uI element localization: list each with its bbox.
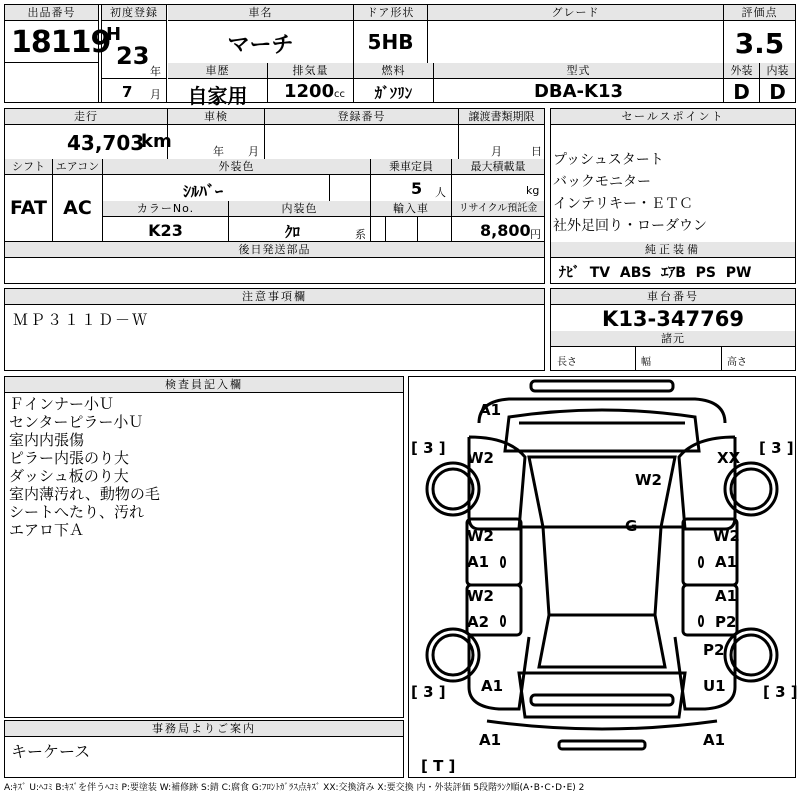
- transfer-month-unit: 月: [491, 145, 502, 158]
- era: H: [106, 24, 122, 45]
- capacity: 5: [411, 179, 423, 198]
- color-number-cell: [103, 201, 229, 241]
- month-unit: 月: [150, 88, 161, 101]
- sales-point-box: [550, 108, 796, 284]
- office-notice-box: [4, 720, 404, 778]
- max-load-unit: kg: [526, 184, 540, 197]
- damage-mark: P2: [703, 641, 725, 659]
- inspection-month-unit: 月: [248, 145, 259, 158]
- tire-tread-mark: [ 3 ]: [763, 683, 798, 701]
- inspector-note: Ｆインナー小Ｕ: [9, 395, 115, 413]
- inspector-notes-box: [4, 376, 404, 718]
- mileage-cell: [5, 109, 172, 159]
- model-code: DBA-K13: [533, 81, 624, 102]
- car-outline-diagram: [409, 377, 795, 777]
- exterior-color-cell: [103, 159, 371, 201]
- damage-legend: A:ｷｽﾞ U:ﾍｺﾐ B:ｷｽﾞを伴うﾍｺﾐ P:要塗装 W:補修跡 S:錆 C:腐食 G:ﾌﾛﾝﾄｶﾞﾗｽ点ｷｽﾞ XX:交換済み X:要交換 内・外装評価 5段階ﾗﾝｸ順(A･B･C･D･E) 2: [4, 783, 585, 793]
- inspection-label: 車検: [168, 109, 264, 125]
- inspector-notes-list: [9, 395, 160, 539]
- damage-mark: A1: [715, 587, 738, 605]
- damage-mark: A1: [479, 401, 502, 419]
- damage-mark: W2: [635, 471, 662, 489]
- transfer-deadline-cell: [459, 109, 544, 159]
- inspector-note: シートへたり、汚れ: [9, 503, 145, 521]
- score: 3.5: [734, 27, 785, 60]
- vehicle-summary-table: [4, 4, 796, 108]
- damage-mark: W2: [467, 587, 494, 605]
- grade-cell: [428, 5, 724, 63]
- later-parts-label: 後日発送部品: [5, 242, 544, 258]
- transfer-day-unit: 日: [531, 145, 542, 158]
- shift-label: シフト: [5, 159, 52, 175]
- spec-label: 諸元: [551, 331, 795, 347]
- inspector-note: ピラー内張のり大: [9, 449, 130, 467]
- ac-label: エアコン: [53, 159, 102, 175]
- chassis-number-label: 車台番号: [551, 289, 795, 305]
- score-label: 評価点: [724, 5, 795, 21]
- inspector-note: ダッシュ板のり大: [9, 467, 129, 485]
- capacity-label: 乗車定員: [371, 159, 451, 175]
- recycle-cell: [452, 201, 544, 241]
- length-label: 長さ: [557, 357, 577, 368]
- damage-mark: W2: [467, 449, 494, 467]
- sales-point-item: インテリキー・ＥＴＣ: [553, 196, 693, 212]
- exterior-color: ｼﾙﾊﾞｰ: [183, 182, 224, 201]
- sales-point-list: [553, 149, 707, 237]
- car-name: マーチ: [227, 33, 294, 58]
- inspection-cell: [168, 109, 265, 159]
- door-label: ドア形状: [354, 5, 427, 21]
- sales-point-label: セールスポイント: [551, 109, 795, 125]
- registration-year: 23: [116, 42, 150, 70]
- sales-point-item: プッシュスタート: [553, 152, 664, 168]
- office-notice-text: キーケース: [11, 742, 91, 761]
- damage-mark: A1: [467, 553, 490, 571]
- car-name-label: 車名: [168, 5, 353, 21]
- shift-cell: [5, 159, 53, 241]
- displacement-cell: [268, 63, 354, 102]
- exterior-grade: D: [733, 80, 750, 104]
- model-label: 型式: [434, 63, 723, 79]
- registration-number-cell: [265, 109, 459, 159]
- recycle-label: リサイクル預託金: [452, 201, 544, 217]
- model-cell: [434, 63, 724, 102]
- transfer-deadline-label: 譲渡書類期限: [459, 109, 544, 125]
- registration-number-label: 登録番号: [265, 109, 458, 125]
- inspector-note: 室内内張傷: [9, 431, 85, 449]
- history: 自家用: [187, 84, 248, 108]
- office-notice-label: 事務局よりご案内: [5, 721, 403, 737]
- damage-mark: XX: [717, 449, 741, 467]
- color-number-label: カラーNo.: [103, 201, 228, 217]
- damage-mark: G: [625, 517, 638, 535]
- damage-mark: W2: [713, 527, 740, 545]
- vehicle-detail-table: [4, 108, 545, 284]
- displacement-label: 排気量: [268, 63, 353, 79]
- tire-tread-mark: [ 3 ]: [411, 683, 446, 701]
- height-label: 高さ: [727, 357, 747, 368]
- first-registration-label: 初度登録: [102, 5, 166, 21]
- fuel-cell: [354, 63, 434, 102]
- damage-diagram-box: [408, 376, 796, 778]
- damage-mark: A1: [479, 731, 502, 749]
- notes-box: [4, 288, 545, 371]
- car-name-cell: [168, 5, 354, 63]
- interior-color: ｸﾛ: [285, 223, 301, 241]
- notes-text: ＭＰ３１１Ｄ－Ｗ: [13, 311, 150, 329]
- inspector-notes-label: 検査員記入欄: [5, 377, 403, 393]
- import-cell: [371, 201, 452, 241]
- notes-label: 注意事項欄: [5, 289, 544, 305]
- interior-color-cell: [229, 201, 371, 241]
- exterior-color-label: 外装色: [103, 159, 370, 175]
- inspector-note: センターピラー小Ｕ: [9, 413, 144, 431]
- door-cell: [354, 5, 428, 63]
- damage-mark: A2: [467, 613, 490, 631]
- damage-mark: P2: [715, 613, 737, 631]
- grade-label: グレード: [428, 5, 723, 21]
- tire-tread-mark: [ 3 ]: [411, 439, 446, 457]
- damage-mark: A1: [715, 553, 738, 571]
- fuel-label: 燃料: [354, 63, 433, 79]
- interior-grade: D: [769, 80, 786, 104]
- damage-mark: A1: [703, 731, 726, 749]
- registration-month: 7: [122, 83, 133, 101]
- recycle-unit: 円: [530, 228, 541, 241]
- tire-tread-mark: [ 3 ]: [759, 439, 794, 457]
- displacement: 1200: [284, 81, 335, 102]
- sales-point-item: 社外足回り・ローダウン: [553, 218, 707, 234]
- score-cell: [724, 5, 795, 63]
- mileage: 43,703: [67, 131, 145, 155]
- chassis-number: K13-347769: [602, 307, 744, 331]
- recycle-fee: 8,800: [480, 221, 531, 240]
- year-unit: 年: [150, 65, 161, 78]
- inspection-year-unit: 年: [213, 145, 224, 158]
- max-load-label: 最大積載量: [452, 159, 544, 175]
- spare-tire-mark: [ T ]: [421, 757, 456, 775]
- capacity-unit: 人: [435, 186, 446, 199]
- interior-color-unit: 系: [355, 228, 366, 241]
- damage-mark: A1: [481, 677, 504, 695]
- sales-point-item: バックモニター: [553, 174, 651, 190]
- door-type: 5HB: [367, 30, 414, 54]
- fuel: ｶﾞｿﾘﾝ: [374, 84, 413, 102]
- damage-mark: W2: [467, 527, 494, 545]
- lot-number-cell: [5, 5, 111, 102]
- history-cell: [168, 63, 268, 108]
- equipment-label: 純正装備: [551, 242, 795, 258]
- mileage-unit: km: [141, 131, 172, 152]
- equipment-list: ﾅﾋﾞ TV ABS ｴｱB PS PW: [559, 265, 752, 281]
- first-registration-cell: [101, 5, 167, 102]
- exterior-grade-cell: [724, 63, 760, 102]
- max-load-cell: [452, 159, 544, 201]
- inspector-note: 室内薄汚れ、動物の毛: [9, 485, 160, 503]
- capacity-cell: [371, 159, 452, 201]
- width-label: 幅: [641, 357, 651, 368]
- mileage-label: 走行: [5, 109, 167, 125]
- exterior-label: 外装: [724, 63, 759, 79]
- interior-label: 内装: [760, 63, 795, 79]
- interior-grade-cell: [760, 63, 795, 102]
- displacement-unit: cc: [334, 89, 345, 100]
- inspector-note: エアロ下Ａ: [9, 521, 85, 539]
- lot-number-label: 出品番号: [5, 5, 98, 21]
- interior-color-label: 内装色: [229, 201, 370, 217]
- color-number: K23: [148, 221, 183, 240]
- import-label: 輸入車: [371, 201, 451, 217]
- ac-cell: [53, 159, 103, 241]
- ac: AC: [63, 197, 92, 219]
- shift: FAT: [10, 197, 47, 219]
- history-label: 車歴: [168, 63, 267, 79]
- lot-number: 18119: [11, 25, 111, 60]
- damage-mark: U1: [703, 677, 726, 695]
- chassis-box: [550, 288, 796, 371]
